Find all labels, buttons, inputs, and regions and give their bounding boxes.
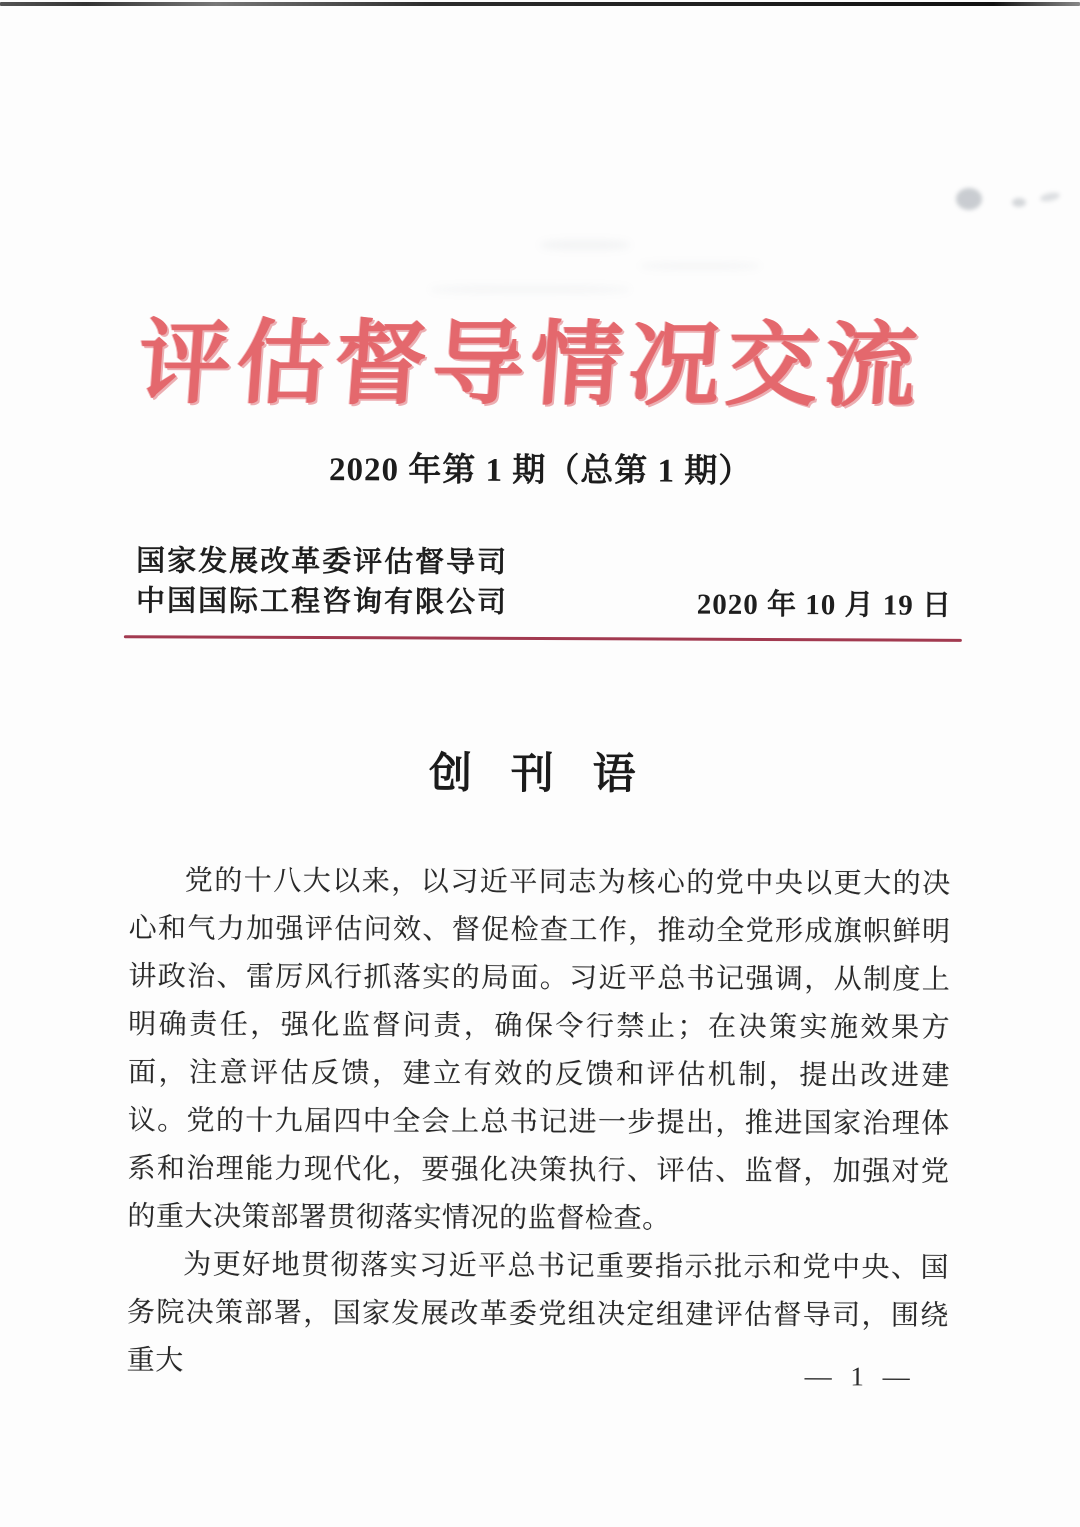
publisher-line-2: 中国国际工程咨询有限公司 (135, 585, 509, 619)
masthead-title: 评估督导情况交流 (134, 312, 927, 418)
section-title: 创 刊 语 (428, 750, 650, 799)
red-divider-rule (124, 635, 962, 642)
article-body (127, 857, 951, 1389)
article-paragraph: 为更好地贯彻落实习近平总书记重要指示批示和党中央、国务院决策部署，国家发展改革委党组决定组建评估督导司，围绕重大 (126, 1249, 950, 1377)
publisher-names (136, 541, 508, 623)
page-number: — 1 — (804, 1361, 916, 1392)
issue-line: 2020 年第 1 期（总第 1 期） (328, 452, 753, 490)
publisher-line-1: 国家发展改革委评估督导司 (136, 545, 509, 579)
article-paragraph: 党的十八大以来，以习近平同志为核心的党中央以更大的决心和气力加强评估问效、督促检查工作，推动全党形成旗帜鲜明讲政治、雷厉风行抓落实的局面。习近平总书记强调，从制度上明确责任，强化监督问责，确保令行禁止；在决策实施效果方面，注意评估反馈，建立有效的反馈和评估机制，提出改进建议。党的十九届四中全会上总书记进一步提出，推进国家治理体系和治理能力现代化，要强化决策执行、评估、监督，加强对党的重大决策部署贯彻落实情况的监督检查。 (127, 865, 951, 1235)
publisher-row (136, 541, 952, 625)
publish-date: 2020 年 10 月 19 日 (696, 588, 953, 622)
